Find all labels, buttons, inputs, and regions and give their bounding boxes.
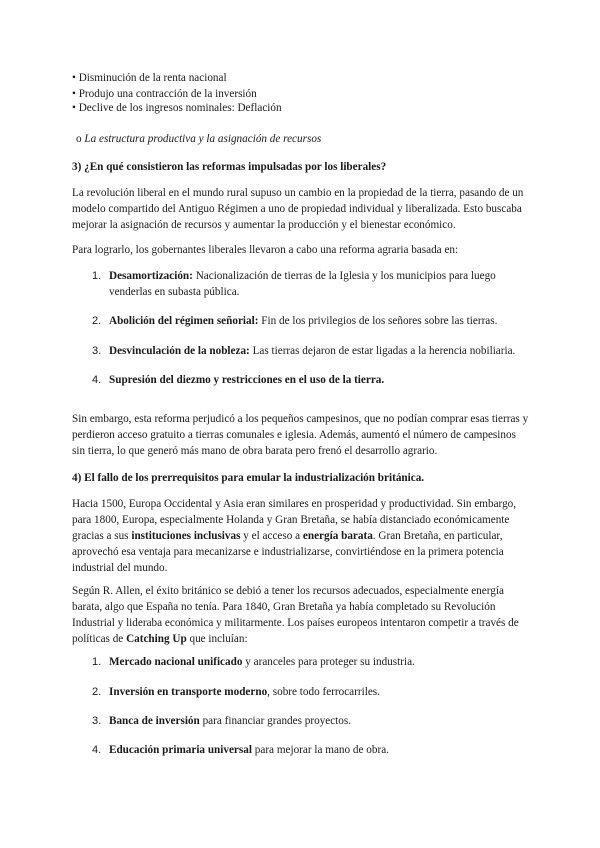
reform-list-item — [92, 313, 530, 329]
list-number: 2. — [92, 315, 102, 327]
list-item-bold: Inversión en transporte moderno — [109, 686, 268, 698]
sub-bullet-text: La estructura productiva y la asignación de recursos — [84, 133, 322, 145]
list-item-text: para financiar grandes proyectos. — [199, 715, 352, 727]
list-item-bold: Abolición del régimen señorial: — [109, 315, 259, 327]
text-run: que incluían: — [186, 633, 248, 645]
sub-bullet-marker: o — [76, 133, 82, 145]
section-4-paragraph-2 — [72, 583, 530, 647]
list-number: 1. — [92, 270, 102, 282]
list-item-text: para mejorar la mano de obra. — [251, 744, 389, 756]
text-run: Hacia 1500, Europa Occidental y Asia eran similares en prosperidad y productividad. Sin embargo, para 1800, Europa, especialmente Holanda y Gran Bretaña, se había distanciado económicamente gracias a sus — [72, 498, 517, 542]
text-run: y el acceso a — [240, 530, 303, 542]
list-item-bold: Desamortización: — [109, 270, 193, 282]
section-4-paragraph-1 — [72, 496, 530, 576]
section-3-heading: 3) ¿En qué consistieron las reformas impulsadas por los liberales? — [72, 161, 387, 173]
list-item-text: , sobre todo ferrocarriles. — [267, 686, 380, 698]
bold-term: Catching Up — [126, 633, 187, 645]
section-3-lead: Para lograrlo, los gobernantes liberales llevaron a cabo una reforma agraria basada en: — [72, 244, 459, 256]
list-item-bold: Mercado nacional unificado — [109, 656, 243, 668]
list-number: 4. — [92, 744, 102, 756]
policy-list-item — [92, 742, 530, 758]
reform-list-item — [92, 372, 530, 388]
reform-list-item — [92, 343, 530, 359]
policy-list-item — [92, 654, 530, 670]
list-item-bold: Banca de inversión — [109, 715, 200, 727]
text-run: . Gran Bretaña, en particular, aprovechó esa ventaja para mecanizarse e industrializarse, convirtiéndose en la primera potencia industrial del mundo. — [72, 530, 504, 574]
section-3-intro: La revolución liberal en el mundo rural supuso un cambio en la propiedad de la tierra, pasando de un modelo compartido del Antiguo Régimen a uno de propiedad individual y liberalizada. Esto buscaba mejorar la asignación de recursos y aumentar la producción y el bienestar económico. — [72, 187, 524, 231]
bold-term: energía barata — [302, 530, 373, 542]
list-item-text: Nacionalización de tierras de la Iglesia y los municipios para luego venderlas en subasta pública. — [109, 270, 496, 298]
bullet-item: • Disminución de la renta nacional — [72, 72, 227, 84]
reform-list-item — [92, 268, 530, 300]
list-item-text: y aranceles para proteger su industria. — [242, 656, 415, 668]
list-item-text: Fin de los privilegios de los señores sobre las tierras. — [258, 315, 498, 327]
list-number: 4. — [92, 374, 102, 386]
bullet-item: • Declive de los ingresos nominales: Deflación — [72, 102, 282, 114]
bullet-item: • Produjo una contracción de la inversión — [72, 88, 257, 100]
list-number: 1. — [92, 656, 102, 668]
sub-bullet — [76, 131, 530, 147]
list-number: 3. — [92, 715, 102, 727]
policy-list-item — [92, 684, 530, 700]
list-item-bold: Supresión del diezmo y restricciones en el uso de la tierra. — [109, 374, 385, 386]
list-number: 2. — [92, 686, 102, 698]
list-item-text: Las tierras dejaron de estar ligadas a la herencia nobiliaria. — [249, 345, 516, 357]
bold-term: instituciones inclusivas — [131, 530, 241, 542]
text-run: Según R. Allen, el éxito británico se debió a tener los recursos adecuados, especialmente energía barata, algo que España no tenía. Para 1840, Gran Bretaña ya había completado su Revolución Industrial y lideraba económica y militarmente. Los países europeos intentaron competir a través de políticas de — [72, 585, 519, 645]
list-item-bold: Educación primaria universal — [109, 744, 252, 756]
list-number: 3. — [92, 345, 102, 357]
policy-list-item — [92, 713, 530, 729]
list-item-bold: Desvinculación de la nobleza: — [109, 345, 250, 357]
section-3-closing: Sin embargo, esta reforma perjudicó a los pequeños campesinos, que no podían comprar esas tierras y perdieron acceso gratuito a tierras comunales e iglesia. Además, aumentó el número de campesinos sin tierra, lo que generó más mano de obra barata pero frenó el desarrollo agrario. — [72, 413, 529, 457]
section-4-heading: 4) El fallo de los prerrequisitos para emular la industrialización británica. — [72, 472, 425, 484]
